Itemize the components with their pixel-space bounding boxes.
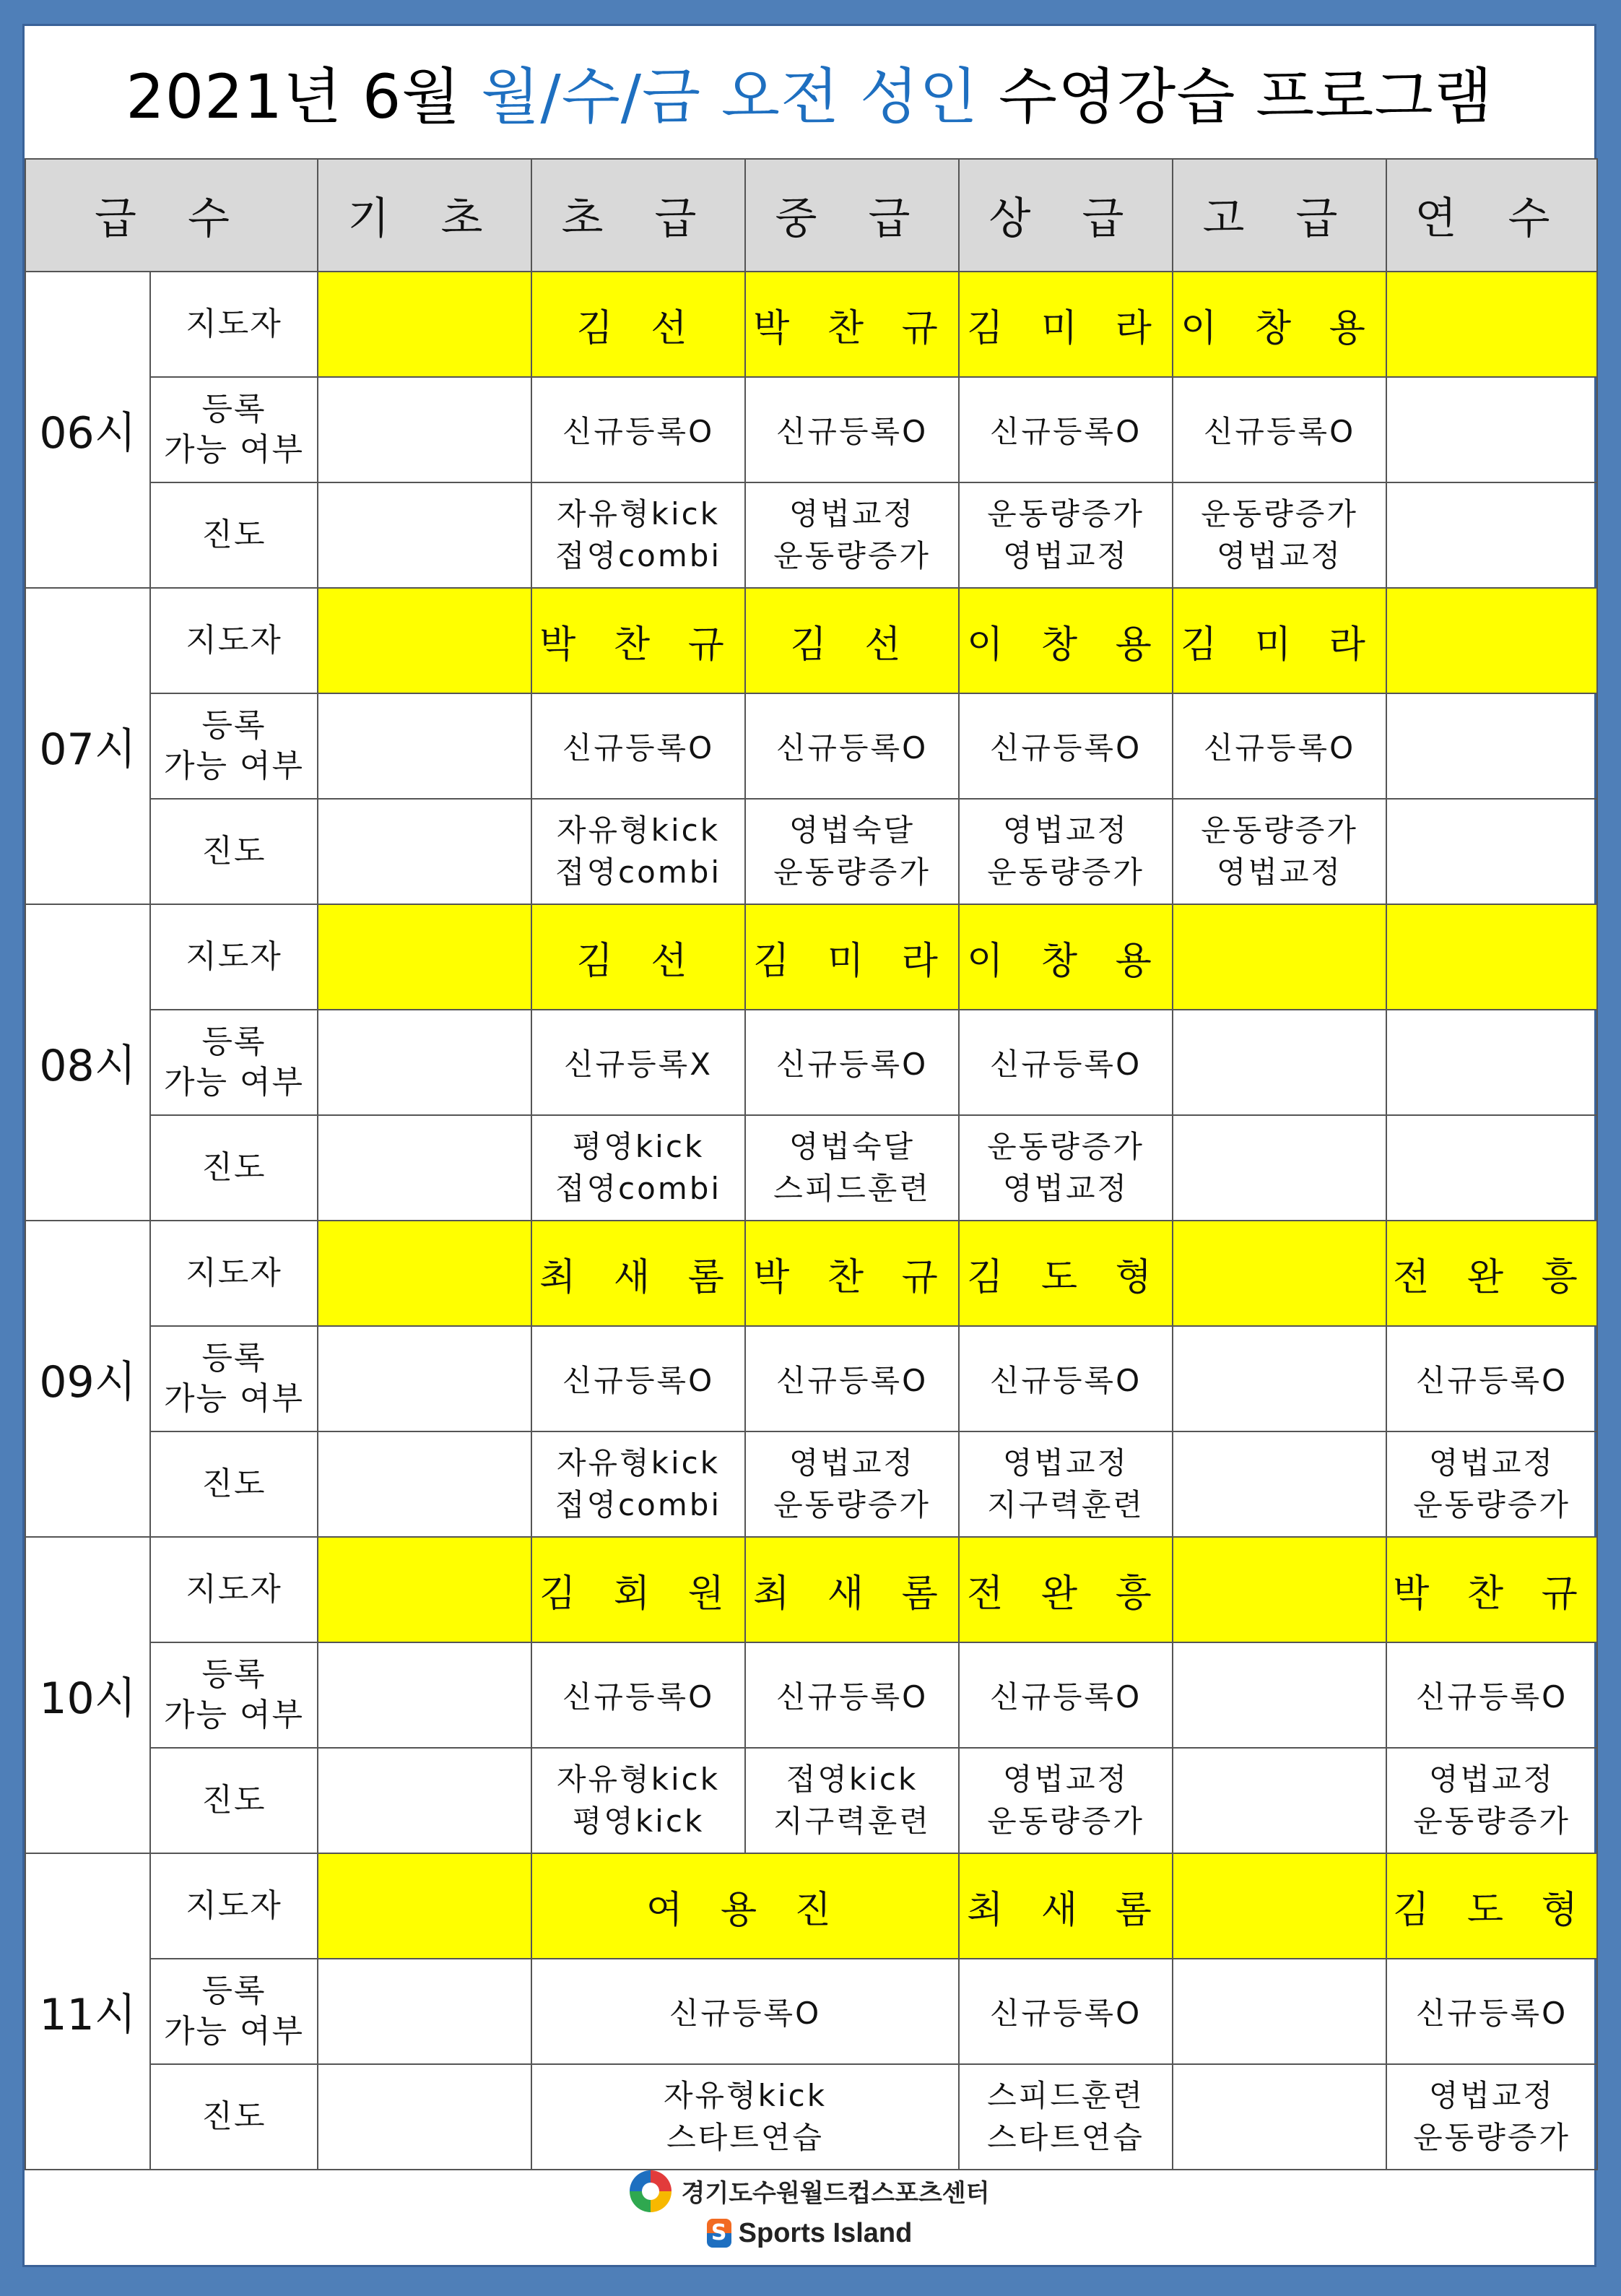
registration-row [25,1959,1597,2064]
progress-row [25,1748,1597,1853]
registration-label [150,1010,318,1115]
instructor-cell [1386,904,1597,1010]
registration-cell: 신규등록O [745,1010,959,1115]
instructor-cell: 김 도 형 [1386,1853,1597,1959]
instructor-cell [318,272,531,377]
hour-label: 10시 [25,1537,150,1853]
center-logo [630,2170,990,2212]
progress-line: 운동량증가 [987,1129,1144,1164]
registration-cell: 신규등록O [745,1642,959,1748]
progress-cell [1173,1431,1386,1537]
progress-line: 영법교정 [1216,854,1343,890]
progress-cell [745,799,959,904]
registration-cell: 신규등록O [959,1010,1173,1115]
progress-line: 영법교정 [1428,2078,1555,2113]
progress-cell [1173,482,1386,588]
progress-line: 영법교정 [1428,1762,1555,1797]
registration-label [150,1642,318,1748]
progress-line: 운동량증가 [1413,1487,1570,1522]
progress-cell [959,799,1173,904]
hour-label: 08시 [25,904,150,1221]
registration-cell [1173,1326,1386,1431]
registration-label-line: 등록 [201,707,266,744]
instructor-cell: 김 미 라 [745,904,959,1010]
instructor-cell [1173,1221,1386,1326]
progress-cell [1386,482,1597,588]
registration-label [150,377,318,482]
instructor-cell: 이 창 용 [959,904,1173,1010]
instructor-cell: 전 완 흥 [959,1537,1173,1642]
header-cell: 연 수 [1386,159,1597,272]
registration-label [150,1326,318,1431]
registration-cell: 신규등록O [959,1959,1173,2064]
hour-label: 06시 [25,272,150,588]
instructor-cell [318,1853,531,1959]
registration-label [150,693,318,799]
instructor-label: 지도자 [150,1853,318,1959]
progress-line: 운동량증가 [987,1803,1144,1839]
registration-cell: 신규등록O [745,1326,959,1431]
progress-cell [318,799,531,904]
progress-line: 영법교정 [1002,1762,1129,1797]
registration-cell [1386,693,1597,799]
registration-cell: 신규등록O [531,377,745,482]
progress-line: 접영combi [555,1171,722,1206]
progress-label: 진도 [150,1115,318,1221]
progress-line: 접영combi [555,854,722,890]
progress-line: 영법교정 [1002,538,1129,573]
instructor-row [25,904,1597,1010]
progress-line: 영법교정 [788,496,916,532]
registration-cell: 신규등록O [745,693,959,799]
instructor-cell: 박 찬 규 [1386,1537,1597,1642]
registration-cell: 신규등록O [531,693,745,799]
progress-cell [318,1748,531,1853]
progress-label: 진도 [150,1431,318,1537]
instructor-cell [1386,272,1597,377]
registration-cell: 신규등록O [531,1959,959,2064]
title-date: 2021년 6월 [126,61,482,132]
registration-cell [318,1642,531,1748]
schedule-body [25,272,1597,2170]
progress-row [25,482,1597,588]
schedule-poster [22,24,1596,2267]
registration-label-line: 가능 여부 [163,1380,304,1417]
progress-row [25,1115,1597,1221]
brand-logo [707,2218,913,2249]
registration-cell [1173,1959,1386,2064]
progress-cell [1386,799,1597,904]
header-cell: 초 급 [531,159,745,272]
progress-line: 영법교정 [1002,1445,1129,1481]
progress-line: 지구력훈련 [987,1487,1144,1522]
instructor-label: 지도자 [150,272,318,377]
progress-line: 운동량증가 [987,854,1144,890]
progress-cell [531,799,745,904]
progress-cell [1173,1748,1386,1853]
progress-cell [745,1431,959,1537]
registration-row [25,377,1597,482]
progress-cell [959,482,1173,588]
instructor-cell: 최 새 롬 [745,1537,959,1642]
header-cell: 중 급 [745,159,959,272]
progress-cell [959,1748,1173,1853]
header-cell: 급 수 [25,159,318,272]
progress-cell [1173,1115,1386,1221]
hour-label: 11시 [25,1853,150,2170]
progress-label: 진도 [150,1748,318,1853]
registration-cell: 신규등록O [959,377,1173,482]
registration-label-line: 가능 여부 [163,2013,304,2050]
progress-line: 운동량증가 [1413,1803,1570,1839]
hour-label: 07시 [25,588,150,904]
progress-cell [531,1748,745,1853]
progress-cell [1386,1431,1597,1537]
progress-cell [745,1748,959,1853]
instructor-cell [318,1537,531,1642]
registration-cell [318,1326,531,1431]
instructor-cell: 김 미 라 [1173,588,1386,693]
page-title [25,26,1594,158]
progress-cell [1386,1115,1597,1221]
progress-line: 영법교정 [788,1445,916,1481]
progress-label: 진도 [150,482,318,588]
progress-line: 자유형kick [556,1762,721,1797]
instructor-cell: 김 회 원 [531,1537,745,1642]
progress-cell [959,1431,1173,1537]
instructor-label: 지도자 [150,588,318,693]
brand-name: Sports Island [738,2217,913,2248]
title-program: 수영강습 프로그램 [978,61,1493,132]
progress-cell [531,1431,745,1537]
progress-line: 영법숙달 [788,1129,916,1164]
header-cell: 기 초 [318,159,531,272]
registration-label-line: 가능 여부 [163,748,304,784]
registration-cell [318,377,531,482]
progress-line: 운동량증가 [1201,813,1358,848]
progress-label: 진도 [150,799,318,904]
registration-cell [318,693,531,799]
instructor-cell: 김 도 형 [959,1221,1173,1326]
instructor-cell [1386,588,1597,693]
registration-cell: 신규등록O [1173,377,1386,482]
registration-cell: 신규등록O [1386,1959,1597,2064]
registration-cell [318,1959,531,2064]
instructor-cell: 김 미 라 [959,272,1173,377]
instructor-cell: 박 찬 규 [745,272,959,377]
registration-cell [318,1010,531,1115]
progress-line: 자유형kick [556,1445,721,1481]
instructor-cell: 이 창 용 [959,588,1173,693]
registration-cell [1173,1010,1386,1115]
progress-line: 지구력훈련 [773,1803,931,1839]
soccer-ball-icon [630,2170,672,2212]
sports-island-s-icon: S [707,2219,731,2248]
progress-row [25,799,1597,904]
registration-cell [1173,1642,1386,1748]
registration-cell: 신규등록O [531,1326,745,1431]
registration-label [150,1959,318,2064]
registration-row [25,1642,1597,1748]
progress-line: 자유형kick [556,496,721,532]
registration-cell: 신규등록O [1386,1642,1597,1748]
instructor-row [25,1537,1597,1642]
progress-cell [1173,799,1386,904]
instructor-cell [318,904,531,1010]
header-cell: 고 급 [1173,159,1386,272]
progress-cell [959,1115,1173,1221]
progress-cell [318,1431,531,1537]
instructor-row [25,1853,1597,1959]
progress-line: 영법숙달 [788,813,916,848]
progress-line: 운동량증가 [773,854,931,890]
progress-line: 스피드훈련 [773,1171,931,1206]
progress-cell [745,482,959,588]
registration-label-line: 가능 여부 [163,1064,304,1101]
instructor-label: 지도자 [150,1537,318,1642]
instructor-cell: 최 새 롬 [959,1853,1173,1959]
progress-line: 자유형kick [663,2078,827,2113]
progress-line: 스타트연습 [666,2120,824,2155]
instructor-row [25,588,1597,693]
header-row [25,159,1597,272]
registration-cell: 신규등록O [959,1642,1173,1748]
progress-line: 자유형kick [556,813,721,848]
progress-line: 접영combi [555,538,722,573]
instructor-cell: 박 찬 규 [745,1221,959,1326]
registration-cell [1386,377,1597,482]
registration-label-line: 등록 [201,391,266,428]
progress-line: 영법교정 [1002,1171,1129,1206]
progress-line: 운동량증가 [773,1487,931,1522]
instructor-cell: 이 창 용 [1173,272,1386,377]
progress-line: 운동량증가 [773,538,931,573]
registration-label-line: 등록 [201,1340,266,1377]
progress-cell [1386,1748,1597,1853]
instructor-cell: 여 용 진 [531,1853,959,1959]
instructor-cell [318,588,531,693]
progress-cell [531,1115,745,1221]
progress-line: 평영kick [572,1129,705,1164]
schedule-table [25,158,1598,2170]
instructor-cell: 김 선 [531,272,745,377]
registration-row [25,1326,1597,1431]
hour-label: 09시 [25,1221,150,1537]
progress-cell [745,1115,959,1221]
registration-label-line: 등록 [201,1656,266,1693]
registration-cell: 신규등록O [745,377,959,482]
instructor-cell: 박 찬 규 [531,588,745,693]
progress-label: 진도 [150,2064,318,2170]
instructor-cell: 전 완 흥 [1386,1221,1597,1326]
registration-label-line: 등록 [201,1972,266,2009]
progress-cell [531,482,745,588]
progress-line: 접영combi [555,1487,722,1522]
instructor-cell [318,1221,531,1326]
registration-cell: 신규등록O [1386,1326,1597,1431]
registration-cell [1386,1010,1597,1115]
registration-cell: 신규등록O [959,1326,1173,1431]
progress-row [25,1431,1597,1537]
instructor-row [25,1221,1597,1326]
header-cell: 상 급 [959,159,1173,272]
instructor-cell: 최 새 롬 [531,1221,745,1326]
registration-cell: 신규등록O [531,1642,745,1748]
registration-label-line: 가능 여부 [163,1697,304,1733]
instructor-cell: 김 선 [531,904,745,1010]
progress-line: 운동량증가 [1413,2120,1570,2155]
progress-line: 평영kick [572,1803,705,1839]
instructor-row [25,272,1597,377]
center-name: 경기도수원월드컵스포츠센터 [681,2179,990,2208]
instructor-label: 지도자 [150,904,318,1010]
instructor-label: 지도자 [150,1221,318,1326]
registration-cell: 신규등록O [959,693,1173,799]
title-highlight: 월/수/금 오전 성인 [481,61,979,132]
registration-row [25,1010,1597,1115]
registration-cell: 신규등록O [1173,693,1386,799]
progress-line: 스타트연습 [987,2120,1144,2155]
progress-line: 영법교정 [1216,538,1343,573]
footer-logo [25,2154,1594,2265]
instructor-cell [1173,1853,1386,1959]
progress-cell [318,1115,531,1221]
progress-line: 운동량증가 [1201,496,1358,532]
instructor-cell [1173,904,1386,1010]
instructor-cell: 김 선 [745,588,959,693]
progress-line: 스피드훈련 [987,2078,1144,2113]
progress-line: 접영kick [786,1762,918,1797]
progress-line: 영법교정 [1002,813,1129,848]
registration-label-line: 가능 여부 [163,431,304,468]
registration-label-line: 등록 [201,1023,266,1060]
progress-line: 운동량증가 [987,496,1144,532]
progress-cell [318,482,531,588]
progress-line: 영법교정 [1428,1445,1555,1481]
instructor-cell [1173,1537,1386,1642]
registration-row [25,693,1597,799]
registration-cell: 신규등록X [531,1010,745,1115]
